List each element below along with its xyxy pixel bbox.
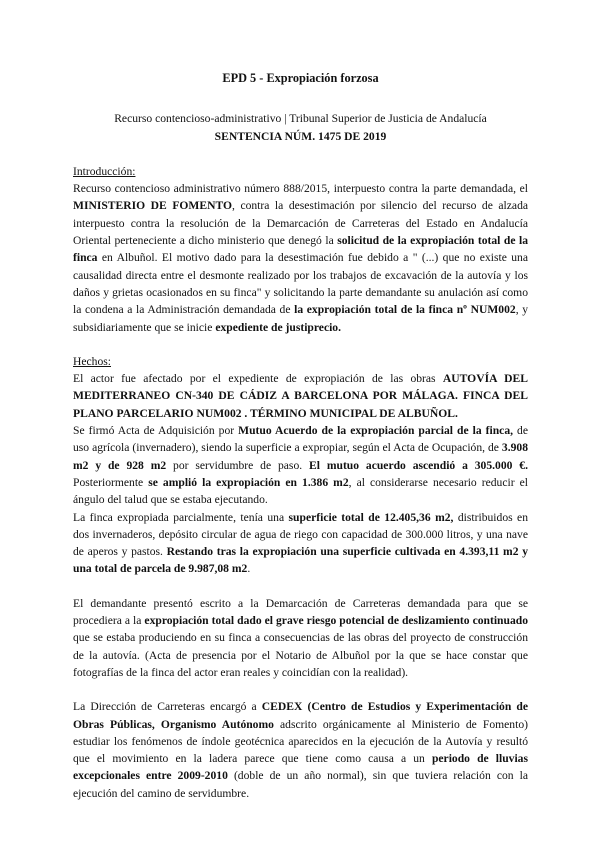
facts-paragraph-3: La finca expropiada parcialmente, tenía una superficie total de 12.405,36 m2, distribuidos en dos invernaderos, depósito circular de agua de riego con capacidad de 300.000 litros, y una nave de aperos y pastos. Restando tras la expropiación una superficie cultivada en 4.393,11 m2 y una total de parcela de 9.987,08 m2.: [73, 510, 529, 576]
document-title: EPD 5 - Expropiación forzosa: [222, 71, 379, 85]
facts-heading: Hechos:: [73, 354, 111, 368]
project-name: AUTOVÍA DEL MEDITERRANEO CN-340 DE CÁDIZ A BARCELONA POR MÁLAGA. FINCA DEL PLANO PARCELARIO NUM002 . TÉRMINO MUNICIPAL DE ALBUÑOL.: [73, 372, 528, 420]
facts-paragraph-1: El actor fue afectado por el expediente de expropiación de las obras AUTOVÍA DEL MEDITERRANEO CN-340 DE CÁDIZ A BARCELONA POR MÁLAGA. FINCA DEL PLANO PARCELARIO NUM002 . TÉRMINO MUNICIPAL DE ALBUÑOL.: [73, 372, 528, 420]
introduction-paragraph: Recurso contencioso administrativo número 888/2015, interpuesto contra la parte demandada, el MINISTERIO DE FOMENTO, contra la desestimación por silencio del recurso de alzada interpuesto contra la resolución de la Demarcación de Carreteras del Estado en Andalucía Oriental perteneciente a dicho ministerio que denegó la solicitud de la expropiación total de la finca en Albuñol. El motivo dado para la desestimación fue debido a " (...) que no existe una causalidad directa entre el desmonte realizado por los trabajos de excavación de la autovía y los daños y grietas ocasionados en su finca" y solicitando la parte demandante su anulación así como la condena a la Administración demandada de la expropiación total de la finca nº NUM002, y subsidiariamente que se inicie expediente de justiprecio.: [73, 182, 529, 334]
justiprecio-claim: expediente de justiprecio.: [215, 320, 342, 334]
court-subtitle: Recurso contencioso-administrativo | Tribunal Superior de Justicia de Andalucía: [114, 112, 487, 126]
sentence-number: SENTENCIA NÚM. 1475 DE 2019: [214, 129, 387, 143]
ministry-name: MINISTERIO DE FOMENTO: [73, 199, 233, 213]
facts-paragraph-5: La Dirección de Carreteras encargó a CEDEX (Centro de Estudios y Experimentación de Obras Públicas, Organismo Autónomo adscrito orgánicamente al Ministerio de Fomento) estudiar los fenómenos de índole geotécnica aparecidos en la ejecución de la Autovía y resultó que el movimiento en la ladera parece que tiene como causa a un periodo de lluvias excepcionales entre 2009-2010 (doble de un año normal), sin que tuviera relación con la ejecución del camino de servidumbre.: [73, 700, 528, 800]
total-expropriation-request: solicitud de la expropiación total de la finca: [73, 234, 529, 265]
introduction-heading: Introducción:: [73, 164, 136, 178]
expropriation-claim: la expropiación total de la finca nº NUM002: [294, 303, 516, 317]
facts-paragraph-4: El demandante presentó escrito a la Demarcación de Carreteras demandada para que se procediera a la expropiación total dado el grave riesgo potencial de deslizamiento continuado que se estaba produciendo en su finca a consecuencias de las obras del proyecto de construcción de la autovía. (Acta de presencia por el Notario de Albuñol por la que se hace constar que fotografías de la finca del actor eran reales y coincidían con la realidad).: [73, 596, 528, 679]
facts-paragraph-2: Se firmó Acta de Adquisición por Mutuo Acuerdo de la expropiación parcial de la finca, de uso agrícola (invernadero), siendo la superficie a expropiar, según el Acta de Ocupación, de 3.908 m2 y de 928 m2 por servidumbre de paso. El mutuo acuerdo ascendió a 305.000 €. Posteriormente se amplió la expropiación en 1.386 m2, al considerarse necesario reducir el ángulo del talud que se estaba ejecutando.: [73, 424, 528, 507]
